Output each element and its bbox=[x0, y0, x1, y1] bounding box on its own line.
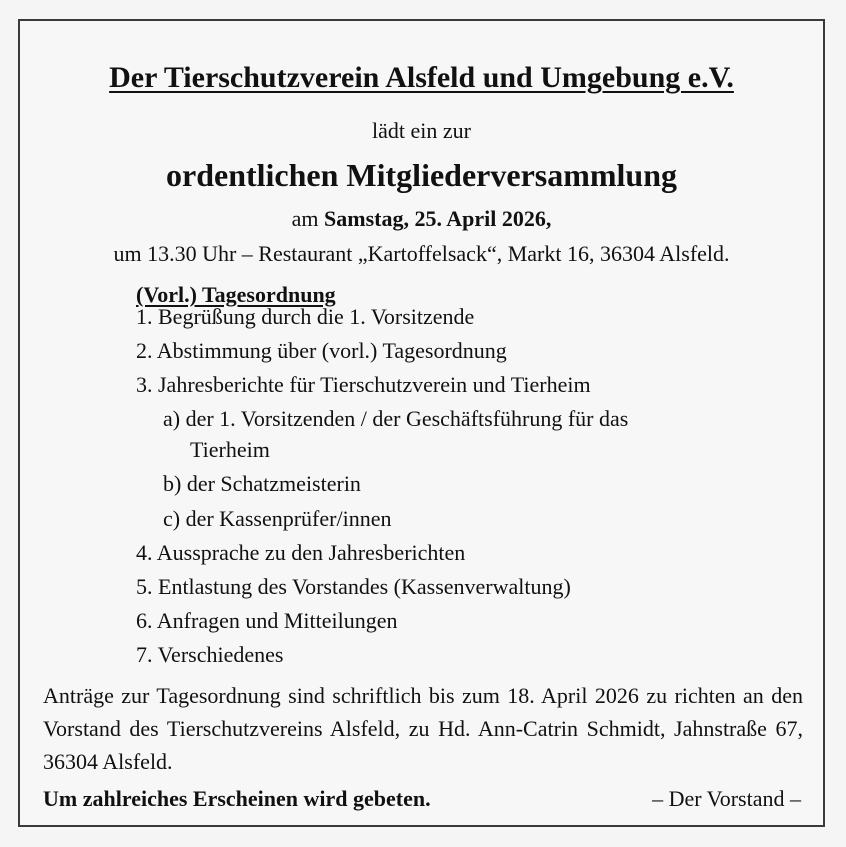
agenda-item-text: Tierheim bbox=[190, 437, 270, 462]
agenda-item bbox=[136, 372, 591, 398]
agenda-subitem bbox=[163, 471, 361, 497]
agenda-subitem bbox=[163, 406, 628, 432]
agenda-item-text: der Schatzmeisterin bbox=[186, 471, 361, 496]
signoff: – Der Vorstand – bbox=[652, 786, 801, 811]
meeting-date: Samstag, 25. April 2026, bbox=[324, 206, 552, 231]
agenda-item bbox=[136, 642, 283, 668]
agenda-item-number: b) bbox=[163, 471, 182, 496]
agenda-item-text: der Kassenprüfer/innen bbox=[185, 506, 392, 531]
agenda-item-number: 5. bbox=[136, 574, 153, 599]
meeting-title: ordentlichen Mitgliederversammlung bbox=[165, 157, 678, 193]
agenda-item-text: Begrüßung durch die 1. Vorsitzende bbox=[158, 304, 475, 329]
agenda-item bbox=[136, 574, 571, 600]
agenda-item-text: Jahresberichte für Tierschutzverein und Tierheim bbox=[158, 372, 591, 397]
agenda-item-number: c) bbox=[163, 506, 181, 531]
agenda-subitem-continuation bbox=[190, 437, 270, 463]
agenda-item-number: 7. bbox=[136, 642, 153, 667]
agenda-item-text: Entlastung des Vorstandes (Kassenverwaltung) bbox=[158, 574, 571, 599]
agenda-item bbox=[136, 540, 465, 566]
agenda-item-number: 4. bbox=[136, 540, 153, 565]
agenda-item-number: 2. bbox=[136, 338, 153, 363]
invites-line: lädt ein zur bbox=[372, 118, 471, 143]
agenda-item-number: 6. bbox=[136, 608, 153, 633]
venue-line: um 13.30 Uhr – Restaurant „Kartoffelsack“, Markt 16, 36304 Alsfeld. bbox=[113, 241, 730, 266]
agenda-item-number: 3. bbox=[136, 372, 153, 397]
submission-paragraph: Anträge zur Tagesordnung sind schriftlich bis zum 18. April 2026 zu richten an den Vorstand des Tierschutzvereins Alsfeld, zu Hd. Ann-Catrin Schmidt, Jahnstraße 67, 36304 Alsfeld. bbox=[43, 683, 803, 774]
agenda-subitem bbox=[163, 506, 391, 532]
agenda-item-text: der 1. Vorsitzenden / der Geschäftsführung für das bbox=[185, 406, 629, 431]
date-line bbox=[20, 206, 823, 232]
agenda-item bbox=[136, 608, 398, 634]
agenda-item bbox=[136, 338, 507, 364]
agenda-heading: (Vorl.) Tagesordnung bbox=[136, 282, 336, 307]
agenda-item-number: 1. bbox=[136, 304, 153, 329]
closing-line: Um zahlreiches Erscheinen wird gebeten. bbox=[43, 786, 431, 811]
agenda-item-text: Verschiedenes bbox=[157, 642, 284, 667]
agenda-item-text: Aussprache zu den Jahresberichten bbox=[156, 540, 466, 565]
agenda-item-number: a) bbox=[163, 406, 181, 431]
agenda-item-text: Anfragen und Mitteilungen bbox=[156, 608, 398, 633]
agenda-item bbox=[136, 304, 474, 330]
notice-title: Der Tierschutzverein Alsfeld und Umgebung e.V. bbox=[109, 61, 734, 94]
notice-frame bbox=[18, 19, 825, 827]
agenda-item-text: Abstimmung über (vorl.) Tagesordnung bbox=[156, 338, 507, 363]
date-prefix: am bbox=[291, 206, 325, 231]
